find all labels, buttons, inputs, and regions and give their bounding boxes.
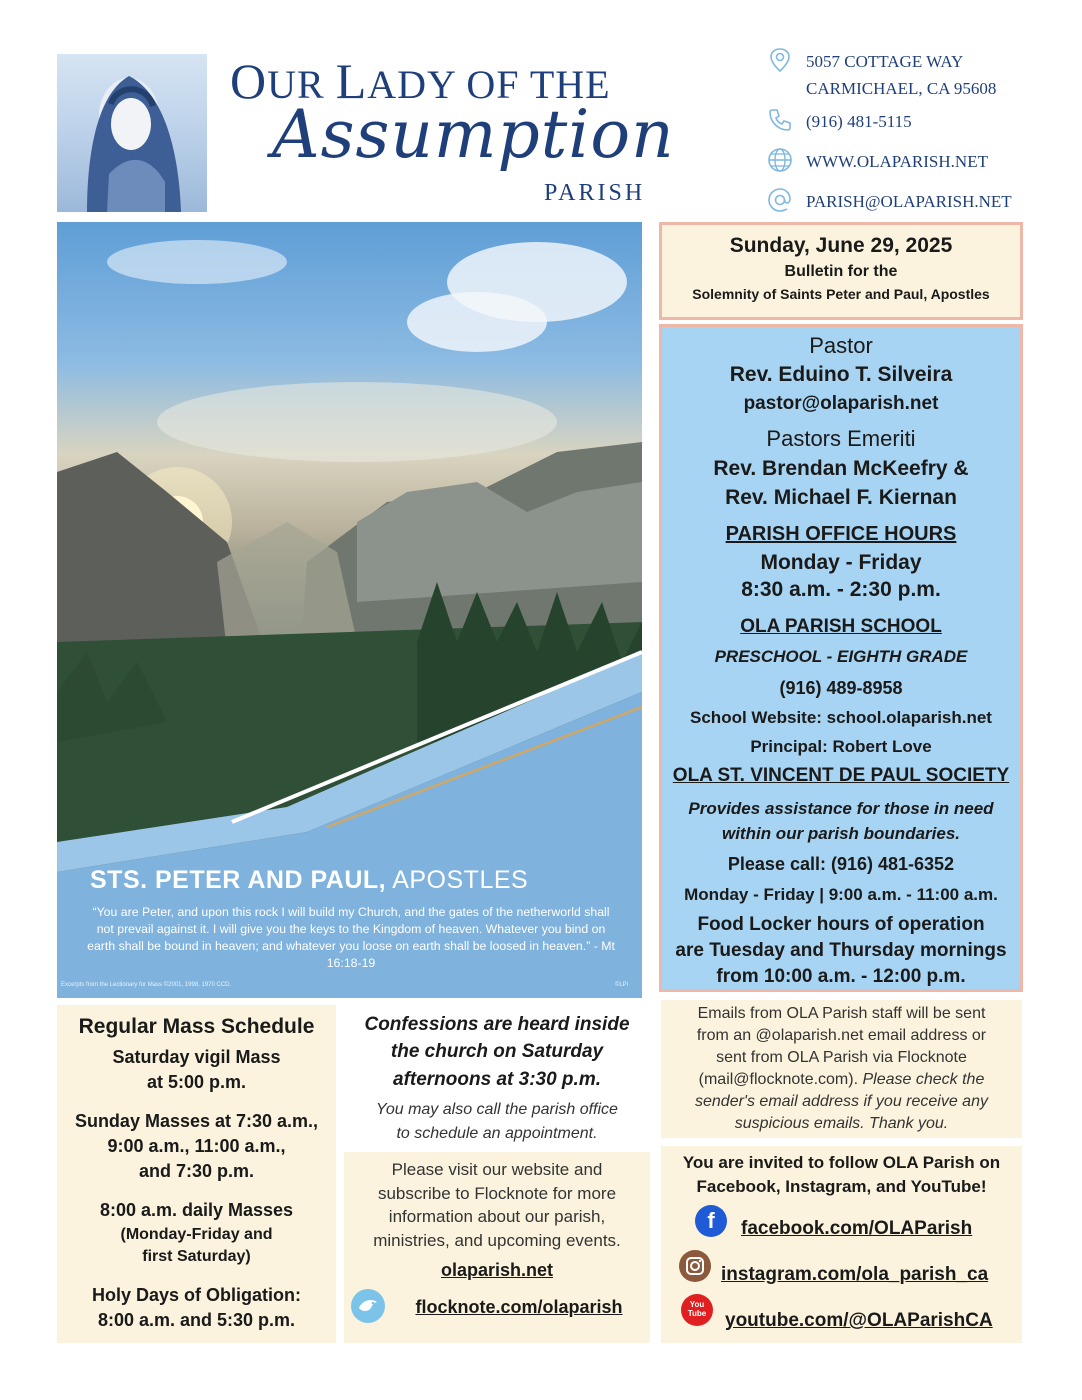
parish-name-line3: PARISH xyxy=(544,180,646,206)
holy-days-2: 8:00 a.m. and 5:30 p.m. xyxy=(97,1310,296,1330)
school-grades: PRESCHOOL - EIGHTH GRADE xyxy=(714,647,968,666)
at-sign-icon xyxy=(766,186,794,214)
svdp-hours: Monday - Friday | 9:00 a.m. - 11:00 a.m. xyxy=(684,885,998,904)
email-notice-line2: from an @olaparish.net email address or xyxy=(696,1027,987,1044)
emeriti-name-2: Rev. Michael F. Kiernan xyxy=(725,486,957,509)
holy-days-1: Holy Days of Obligation: xyxy=(91,1285,301,1305)
daily-masses-2: (Monday-Friday and xyxy=(120,1226,273,1243)
scripture-quote: “You are Peter, and upon this rock I will build my Church, and the gates of the netherworld shall not prevail against it. I will give you the keys to the Kingdom of heaven. Whatever you bind on earth shall be bound in heaven; and whatever you loose on earth shall be loosed in heaven.” - Mt 16:18-19 xyxy=(87,905,615,970)
food-locker-3: from 10:00 a.m. - 12:00 p.m. xyxy=(716,966,966,987)
confessions-line2: the church on Saturday xyxy=(390,1041,604,1062)
sunday-masses-1: Sunday Masses at 7:30 a.m., xyxy=(74,1111,319,1131)
office-hours-heading: PARISH OFFICE HOURS xyxy=(725,523,957,545)
hero-title: STS. PETER AND PAUL, APOSTLES xyxy=(90,866,529,894)
school-heading: OLA PARISH SCHOOL xyxy=(740,616,942,637)
parish-name-script: Assumption xyxy=(272,96,675,173)
svdp-heading: OLA ST. VINCENT DE PAUL SOCIETY xyxy=(672,765,1010,786)
youtube-link[interactable]: youtube.com/@OLAParishCA xyxy=(725,1310,993,1331)
bulletin-occasion: Solemnity of Saints Peter and Paul, Apostles xyxy=(692,286,990,302)
school-website[interactable]: School Website: school.olaparish.net xyxy=(690,708,992,727)
svdp-description-1: Provides assistance for those in need xyxy=(688,799,994,818)
youtube-icon-text-2: Tube xyxy=(687,1309,707,1318)
staff-info-box xyxy=(659,324,1023,992)
pastor-email[interactable]: pastor@olaparish.net xyxy=(743,393,939,414)
office-hours: 8:30 a.m. - 2:30 p.m. xyxy=(741,578,941,601)
globe-icon xyxy=(766,146,794,174)
email-notice-line6: suspicious emails. Thank you. xyxy=(734,1115,949,1132)
confessions-line1: Confessions are heard inside xyxy=(364,1014,630,1035)
lectionary-credit: Excerpts from the Lectionary for Mass ©2001, 1998, 1970 CCD. xyxy=(61,982,232,988)
food-locker-1: Food Locker hours of operation xyxy=(697,914,985,935)
phone-number[interactable]: (916) 481-5115 xyxy=(806,112,912,131)
map-pin-icon xyxy=(766,46,794,74)
saturday-vigil-2: at 5:00 p.m. xyxy=(146,1072,247,1092)
olaparish-link[interactable]: olaparish.net xyxy=(440,1260,554,1280)
office-days: Monday - Friday xyxy=(760,551,922,574)
web-line2: subscribe to Flocknote for more xyxy=(377,1184,617,1203)
youtube-icon-text-1: You xyxy=(689,1300,705,1309)
mary-portrait-image xyxy=(57,54,207,212)
instagram-icon[interactable] xyxy=(679,1250,711,1282)
address-line1: 5057 COTTAGE WAY xyxy=(806,52,964,71)
mass-schedule-heading: Regular Mass Schedule xyxy=(78,1015,315,1038)
social-media-box xyxy=(661,1146,1022,1343)
school-phone[interactable]: (916) 489-8958 xyxy=(779,678,903,698)
emeriti-label: Pastors Emeriti xyxy=(766,426,916,451)
confessions-line4: You may also call the parish office xyxy=(376,1101,618,1118)
lpi-credit: ©LPi xyxy=(614,982,628,988)
bulletin-date-box xyxy=(659,222,1023,320)
svdp-description-2: within our parish boundaries. xyxy=(721,824,961,843)
bulletin-for-label: Bulletin for the xyxy=(784,263,898,280)
phone-icon xyxy=(766,106,794,134)
pastor-label: Pastor xyxy=(809,333,873,358)
social-intro-1: You are invited to follow OLA Parish on xyxy=(682,1153,1001,1172)
web-line3: information about our parish, xyxy=(388,1207,606,1226)
email-notice-line5: sender's email address if you receive any xyxy=(695,1093,988,1110)
confessions-line3: afternoons at 3:30 p.m. xyxy=(393,1069,601,1090)
instagram-link[interactable]: instagram.com/ola_parish_ca xyxy=(721,1264,989,1285)
confessions-line5: to schedule an appointment. xyxy=(396,1125,598,1142)
website-subscribe-box xyxy=(344,1152,650,1343)
svdp-phone[interactable]: Please call: (916) 481-6352 xyxy=(727,854,955,874)
saturday-vigil-1: Saturday vigil Mass xyxy=(112,1047,281,1067)
sunday-masses-3: and 7:30 p.m. xyxy=(138,1161,255,1181)
web-line1: Please visit our website and xyxy=(391,1160,603,1179)
facebook-icon[interactable]: f xyxy=(695,1205,727,1237)
email-notice-line4: (mail@flocknote.com). Please check the xyxy=(698,1071,985,1088)
address-line2: CARMICHAEL, CA 95608 xyxy=(806,79,997,98)
web-line4: ministries, and upcoming events. xyxy=(373,1231,621,1250)
bulletin-date: Sunday, June 29, 2025 xyxy=(729,234,953,257)
social-intro-2: Facebook, Instagram, and YouTube! xyxy=(696,1177,987,1196)
pastor-name: Rev. Eduino T. Silveira xyxy=(729,363,953,386)
mass-schedule-box xyxy=(57,1005,336,1343)
food-locker-2: are Tuesday and Thursday mornings xyxy=(675,940,1007,961)
sunday-masses-2: 9:00 a.m., 11:00 a.m., xyxy=(107,1136,286,1156)
parish-name-line1: OUR LADY OF THE xyxy=(230,53,611,109)
yosemite-valley-image xyxy=(57,222,642,998)
website-link[interactable]: WWW.OLAPARISH.NET xyxy=(806,152,988,171)
daily-masses-1: 8:00 a.m. daily Masses xyxy=(99,1200,294,1220)
email-notice-line3: sent from OLA Parish via Flocknote xyxy=(716,1049,967,1066)
email-link[interactable]: PARISH@OLAPARISH.NET xyxy=(806,192,1012,211)
flocknote-link[interactable]: flocknote.com/olaparish xyxy=(415,1297,623,1317)
email-notice-line1: Emails from OLA Parish staff will be sent xyxy=(697,1005,986,1022)
daily-masses-3: first Saturday) xyxy=(142,1248,251,1265)
school-principal: Principal: Robert Love xyxy=(750,737,932,756)
youtube-icon[interactable] xyxy=(681,1294,713,1326)
facebook-link[interactable]: facebook.com/OLAParish xyxy=(741,1218,973,1239)
emeriti-name-1: Rev. Brendan McKeefry & xyxy=(713,457,969,480)
confessions-box xyxy=(344,1005,650,1145)
email-notice-box xyxy=(661,1000,1022,1138)
